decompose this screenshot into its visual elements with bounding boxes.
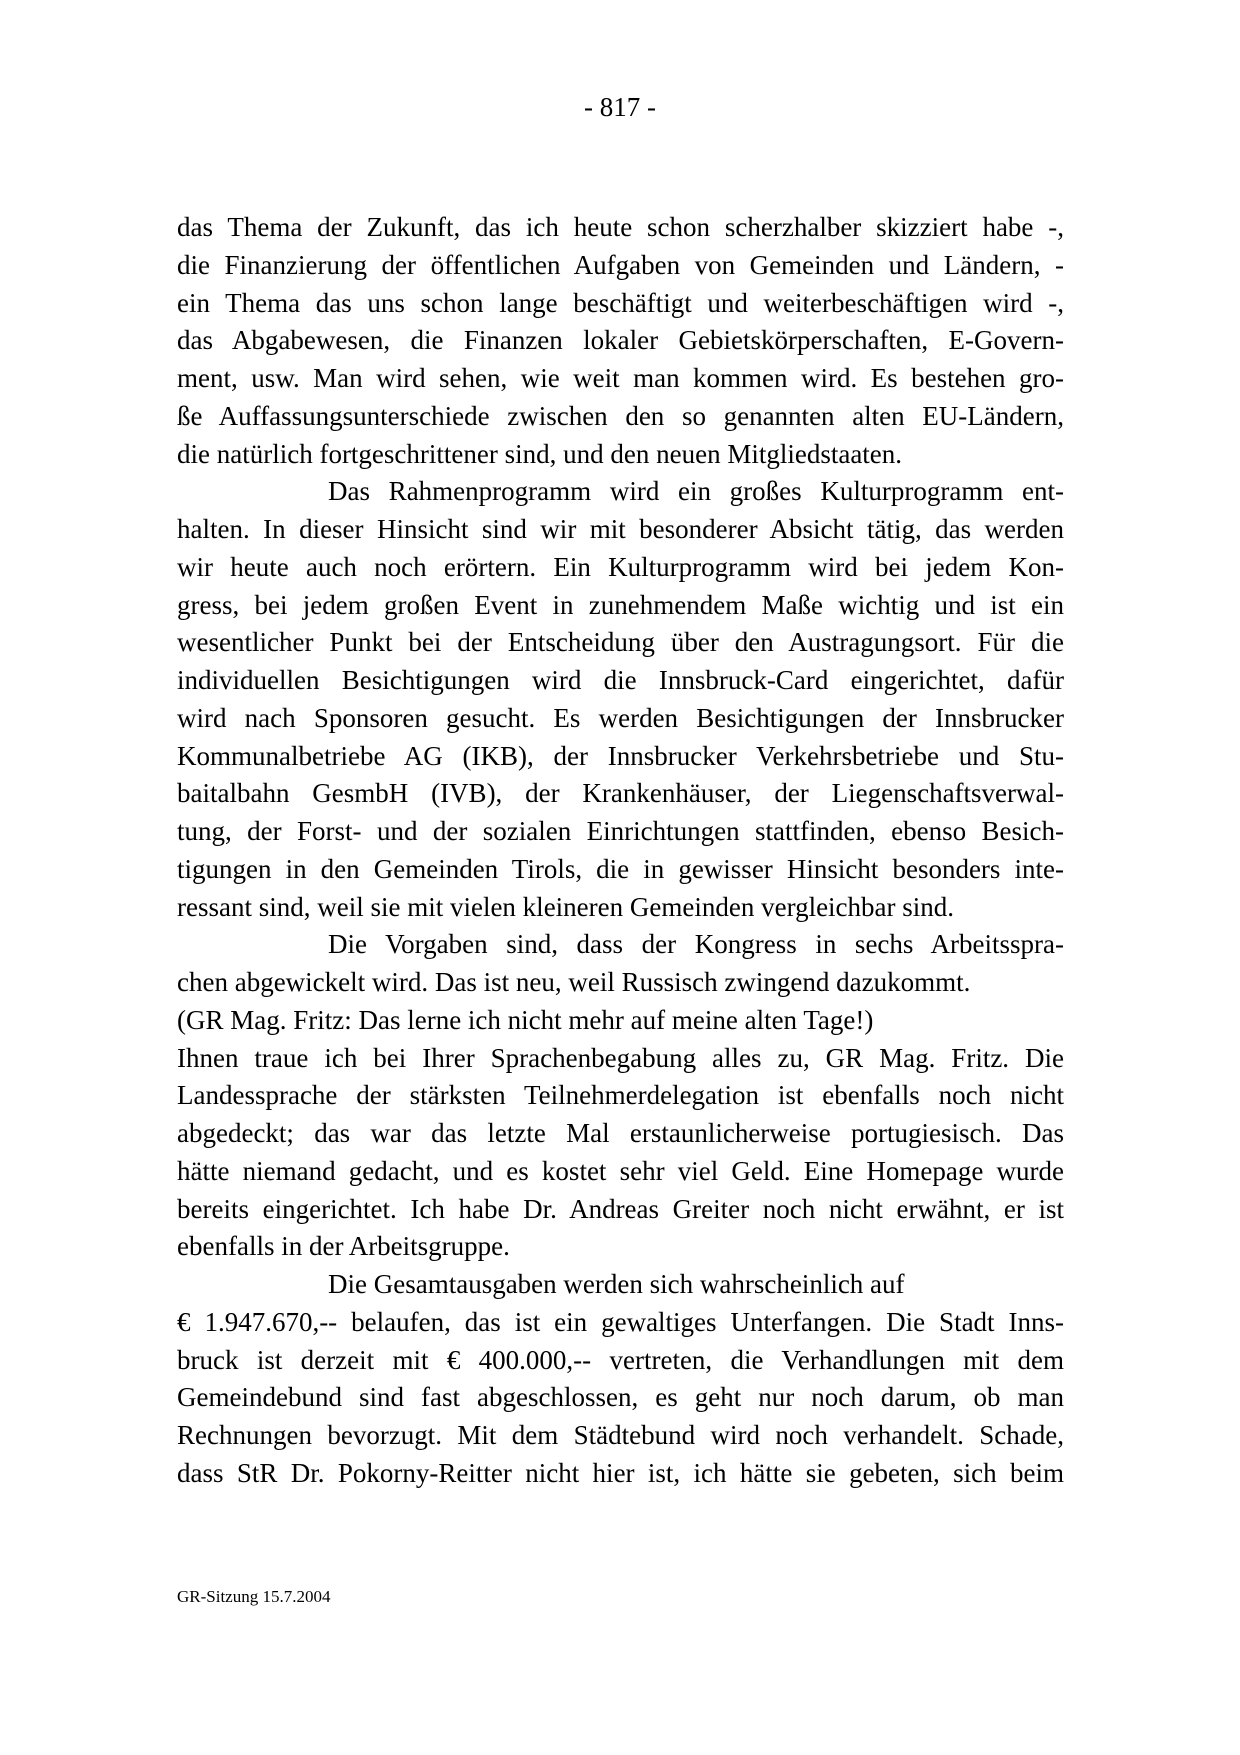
text-line: Ihnen traue ich bei Ihrer Sprachenbegabung alles zu, GR Mag. Fritz. Die: [177, 1042, 1064, 1073]
page-number: - 817 -: [584, 92, 656, 122]
footer-session-date: GR-Sitzung 15.7.2004: [177, 1587, 331, 1606]
text-line: ressant sind, weil sie mit vielen kleineren Gemeinden vergleichbar sind.: [177, 891, 955, 922]
text-line: Gemeindebund sind fast abgeschlossen, es geht nur noch darum, ob man: [177, 1382, 1064, 1413]
text-line: wir heute auch noch erörtern. Ein Kulturprogramm wird bei jedem Kon-: [177, 551, 1064, 582]
text-line: das Thema der Zukunft, das ich heute schon scherzhalber skizziert habe -,: [177, 212, 1064, 242]
text-line: (GR Mag. Fritz: Das lerne ich nicht mehr auf meine alten Tage!): [177, 1004, 874, 1035]
text-line: tigungen in den Gemeinden Tirols, die in gewisser Hinsicht besonders inte-: [177, 853, 1064, 884]
text-line: Die Gesamtausgaben werden sich wahrscheinlich auf: [328, 1269, 905, 1299]
text-line: ein Thema das uns schon lange beschäftigt und weiterbeschäftigen wird -,: [177, 287, 1064, 318]
text-line: ment, usw. Man wird sehen, wie weit man kommen wird. Es bestehen gro-: [177, 363, 1064, 393]
text-line: abgedeckt; das war das letzte Mal erstaunlicherweise portugiesisch. Das: [177, 1118, 1064, 1148]
text-line: die natürlich fortgeschrittener sind, und den neuen Mitgliedstaaten.: [177, 438, 903, 469]
text-line: tung, der Forst- und der sozialen Einrichtungen stattfinden, ebenso Besich-: [177, 816, 1064, 846]
text-line: Das Rahmenprogramm wird ein großes Kulturprogramm ent-: [328, 476, 1064, 507]
text-line: € 1.947.670,-- belaufen, das ist ein gewaltiges Unterfangen. Die Stadt Inns-: [177, 1306, 1064, 1337]
text-line: bruck ist derzeit mit € 400.000,-- vertreten, die Verhandlungen mit dem: [177, 1344, 1064, 1375]
text-line: dass StR Dr. Pokorny-Reitter nicht hier ist, ich hätte sie gebeten, sich beim: [177, 1457, 1064, 1488]
text-line: Rechnungen bevorzugt. Mit dem Städtebund wird noch verhandelt. Schade,: [177, 1420, 1064, 1450]
text-line: das Abgabewesen, die Finanzen lokaler Gebietskörperschaften, E-Govern-: [177, 325, 1064, 356]
text-line: gress, bei jedem großen Event in zunehmendem Maße wichtig und ist ein: [177, 589, 1064, 620]
text-line: Landessprache der stärksten Teilnehmerdelegation ist ebenfalls noch nicht: [177, 1080, 1064, 1111]
text-line: bereits eingerichtet. Ich habe Dr. Andreas Greiter noch nicht erwähnt, er ist: [177, 1193, 1064, 1224]
text-line: hätte niemand gedacht, und es kostet sehr viel Geld. Eine Homepage wurde: [177, 1155, 1064, 1186]
text-line: baitalbahn GesmbH (IVB), der Krankenhäuser, der Liegenschaftsverwal-: [177, 778, 1064, 809]
text-line: Die Vorgaben sind, dass der Kongress in sechs Arbeitsspra-: [328, 929, 1064, 960]
text-line: chen abgewickelt wird. Das ist neu, weil Russisch zwingend dazukommt.: [177, 967, 971, 997]
text-line: Kommunalbetriebe AG (IKB), der Innsbrucker Verkehrsbetriebe und Stu-: [177, 740, 1064, 771]
text-line: die Finanzierung der öffentlichen Aufgaben von Gemeinden und Ländern, -: [177, 249, 1064, 280]
text-line: ße Auffassungsunterschiede zwischen den so genannten alten EU-Ländern,: [177, 400, 1064, 431]
text-line: individuellen Besichtigungen wird die Innsbruck-Card eingerichtet, dafür: [177, 665, 1064, 695]
text-line: halten. In dieser Hinsicht sind wir mit besonderer Absicht tätig, das werden: [177, 514, 1064, 544]
body-text: [177, 209, 1064, 1493]
text-line: wird nach Sponsoren gesucht. Es werden Besichtigungen der Innsbrucker: [177, 702, 1064, 733]
text-line: wesentlicher Punkt bei der Entscheidung über den Austragungsort. Für die: [177, 627, 1064, 658]
text-line: ebenfalls in der Arbeitsgruppe.: [177, 1231, 510, 1262]
